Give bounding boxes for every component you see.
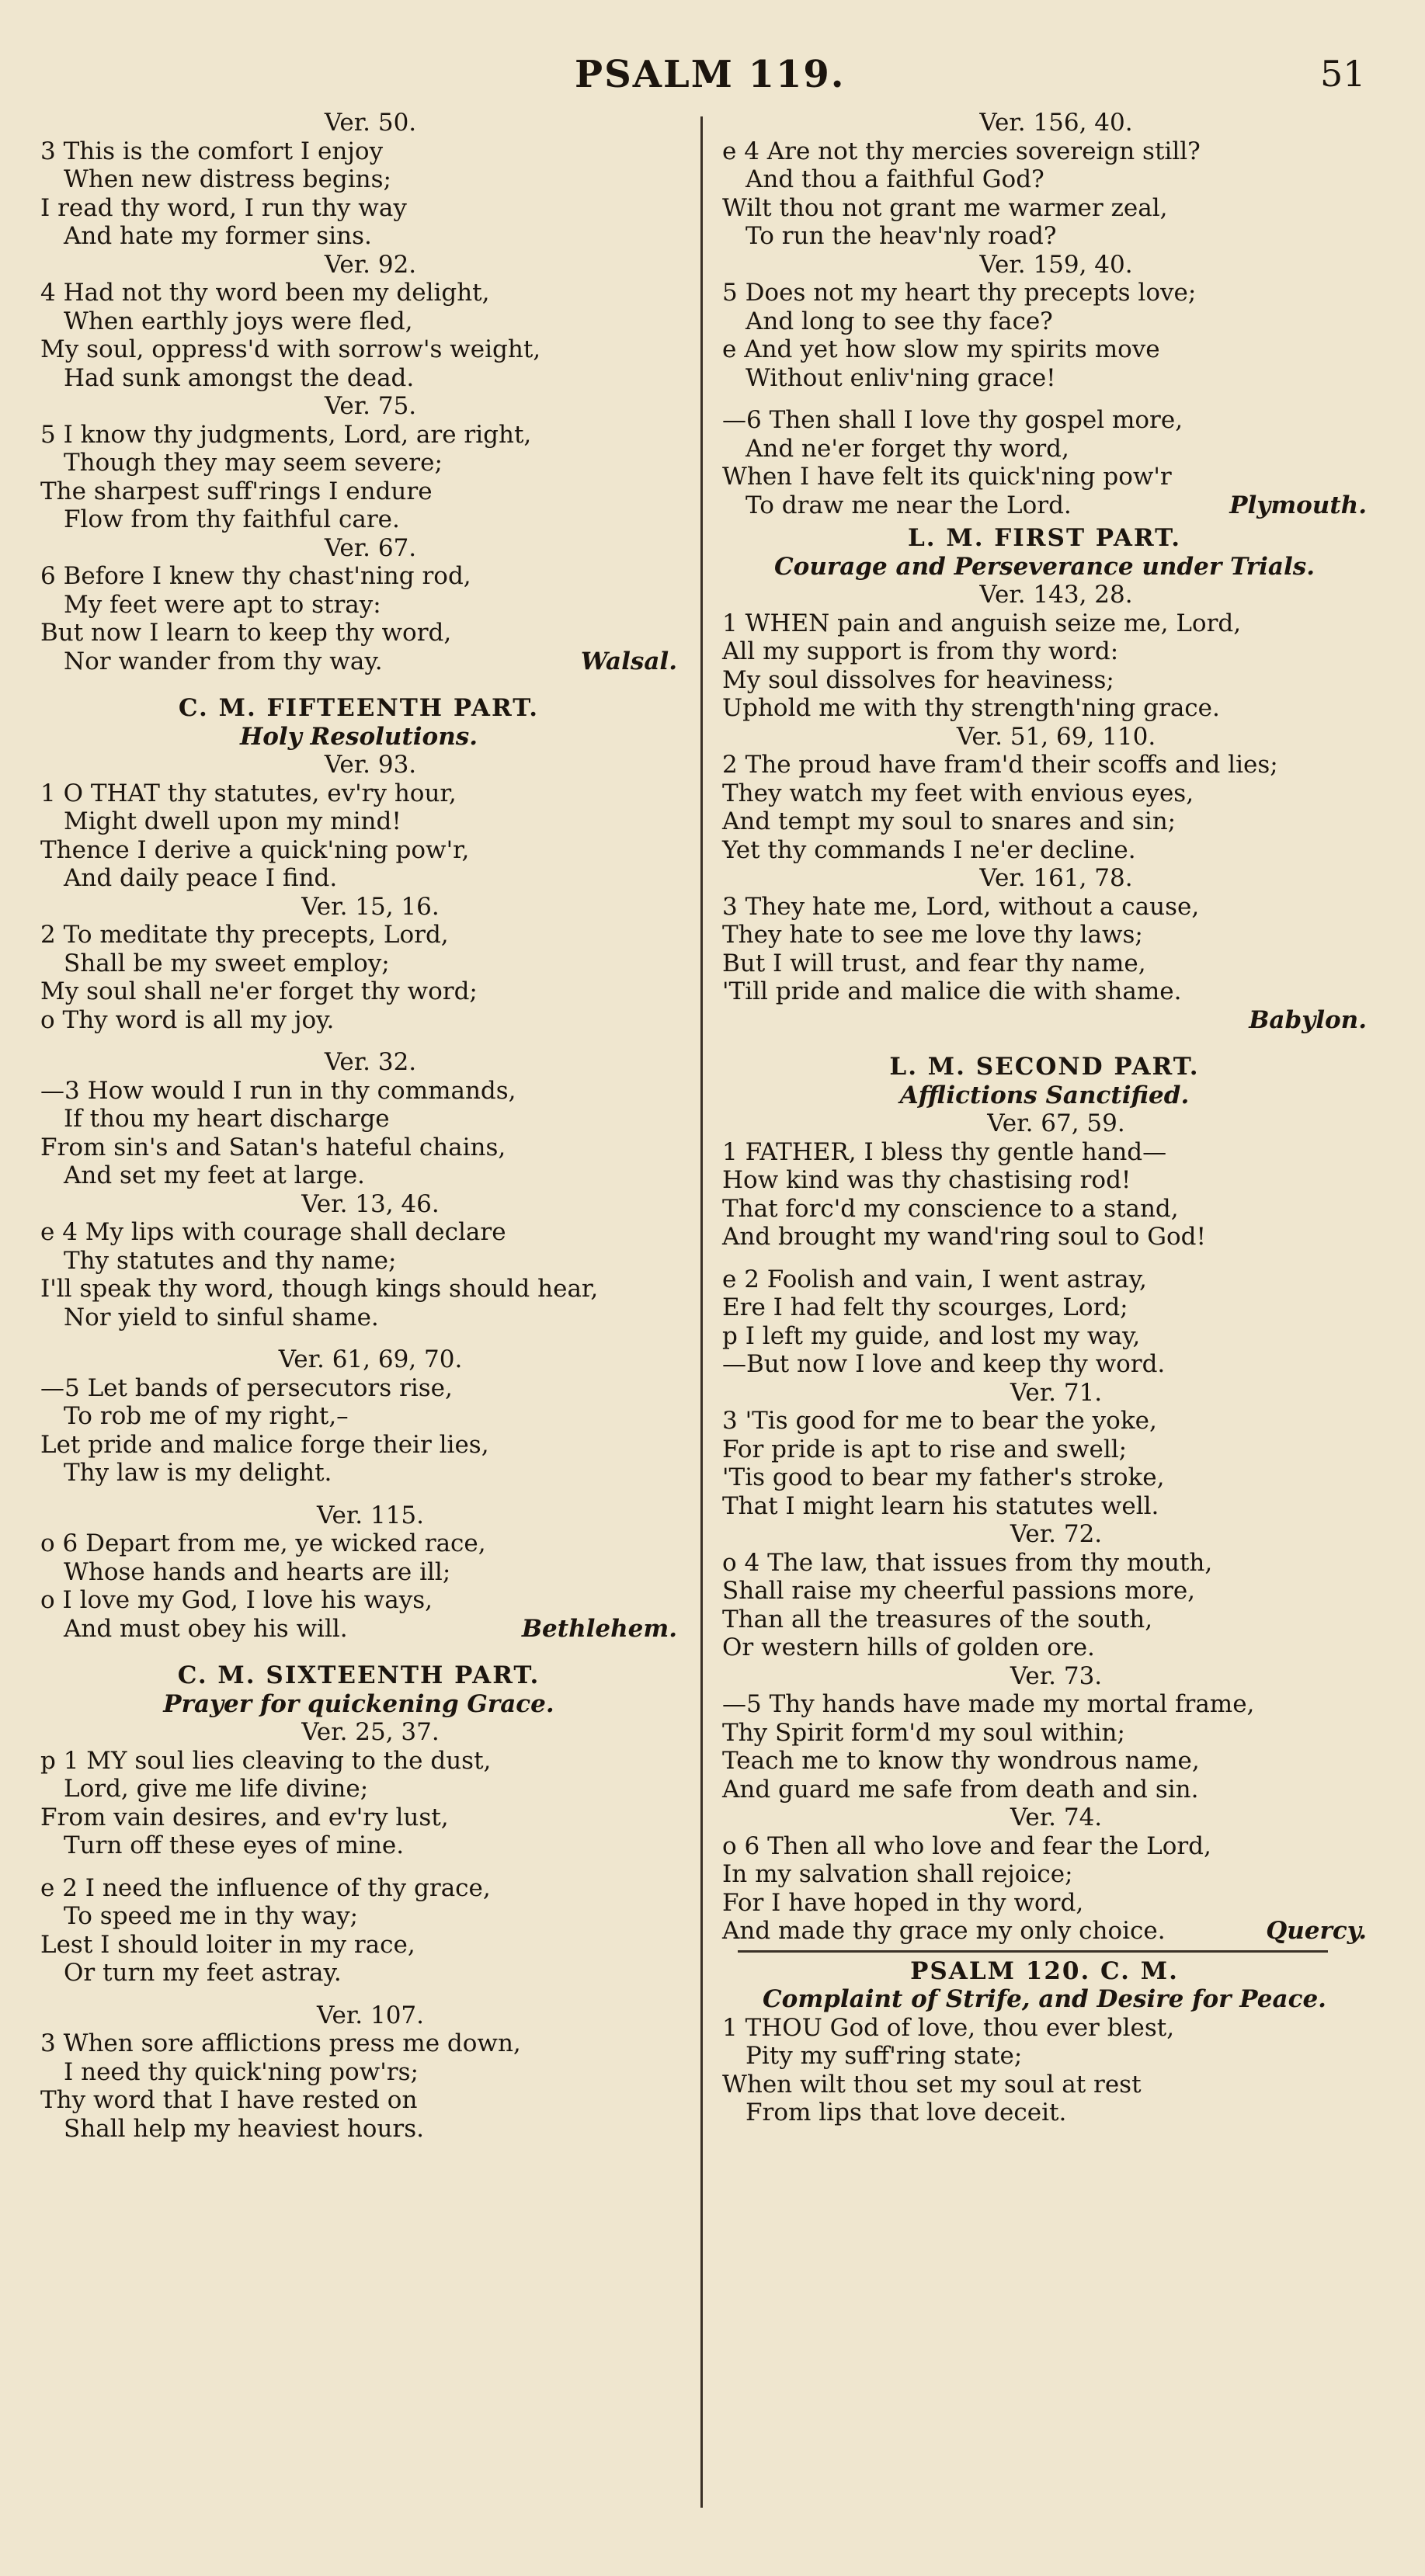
hymn-line-text: p I left my guide, and lost my way, (722, 1321, 1141, 1350)
hymn-line-text: Nor wander from thy way. (64, 647, 383, 675)
hymn-line-text: Let pride and malice forge their lies, (40, 1430, 489, 1459)
hymn-line-text: 'Till pride and malice die with shame. (722, 977, 1182, 1005)
hymn-line-text: e 2 Foolish and vain, I went astray, (722, 1265, 1147, 1293)
hymn-line (722, 406, 1367, 435)
hymn-line-text: If thou my heart discharge (64, 1105, 390, 1133)
hymn-line (722, 977, 1367, 1006)
hymn-line (40, 864, 677, 893)
hymn-line-text: To speed me in thy way; (64, 1902, 359, 1930)
hymn-line-text: Ere I had felt thy scourges, Lord; (722, 1293, 1128, 1321)
hymn-line (40, 1586, 677, 1615)
hymn-line (722, 137, 1367, 166)
hymn-line (722, 836, 1367, 865)
hymn-line-text: Flow from thy faithful care. (64, 505, 400, 533)
hymn-line (722, 1747, 1367, 1776)
hymn-line (722, 1549, 1367, 1578)
hymn-line-text: Nor yield to sinful shame. (64, 1303, 379, 1331)
hymn-line (40, 619, 677, 647)
hymn-line-text: My feet were apt to stray: (64, 590, 381, 619)
running-head (0, 53, 1425, 99)
hymn-line-text: Than all the treasures of the south, (722, 1605, 1153, 1633)
hymn-line (40, 1006, 677, 1035)
verse-reference: Ver. 67. (324, 533, 417, 562)
hymn-line (40, 1529, 677, 1558)
hymn-line-text: Thy word that I have rested on (40, 2086, 418, 2114)
hymn-line-text: Turn off these eyes of mine. (64, 1831, 405, 1859)
spacer (40, 1331, 677, 1345)
left-column (40, 109, 677, 2143)
hymn-line-text: When new distress begins; (64, 165, 391, 193)
hymn-line (722, 435, 1367, 463)
hymn-line-text: o 4 The law, that issues from thy mouth, (722, 1548, 1213, 1577)
verse-reference: Ver. 72. (1010, 1520, 1103, 1548)
hymn-line (722, 2042, 1367, 2071)
hymn-line (40, 1558, 677, 1587)
hymn-line-text: —3 How would I run in thy commands, (40, 1076, 516, 1105)
hymn-line-text: And set my feet at large. (64, 1161, 365, 1189)
hymn-line (722, 1719, 1367, 1748)
part-subtitle: Courage and Perseverance under Trials. (773, 552, 1316, 581)
hymn-line-text: Had sunk amongst the dead. (64, 363, 415, 392)
section-rule (738, 1950, 1328, 1953)
hymn-line (722, 1293, 1367, 1322)
hymn-line (722, 1223, 1367, 1252)
hymn-line (722, 2099, 1367, 2127)
part-heading: L. M. FIRST PART. (908, 524, 1181, 552)
hymn-line (40, 1874, 677, 1903)
hymn-line-text: p 1 MY soul lies cleaving to the dust, (40, 1746, 492, 1775)
hymn-line-text: o Thy word is all my joy. (40, 1005, 335, 1034)
hymn-line (40, 977, 677, 1006)
tune-name: Quercy. (1266, 1917, 1367, 1945)
hymn-line-text: Teach me to know thy wondrous name, (722, 1747, 1200, 1775)
hymn-line (722, 491, 1367, 520)
hymn-line-text: From sin's and Satan's hateful chains, (40, 1133, 506, 1161)
page-title: PSALM 119. (575, 53, 846, 96)
hymn-line (722, 1407, 1367, 1436)
hymn-line-text: How kind was thy chastising rod! (722, 1166, 1131, 1194)
hymn-line-text: —But now I love and keep thy word. (722, 1350, 1166, 1378)
hymn-line (40, 421, 677, 450)
hymn-line-text: o I love my God, I love his ways, (40, 1586, 433, 1614)
hymn-line-text: Though they may seem severe; (64, 449, 443, 477)
hymn-line (40, 1775, 677, 1804)
hymn-line-text: 3 They hate me, Lord, without a cause, (722, 892, 1200, 921)
hymn-line (40, 1402, 677, 1431)
hymn-line (40, 1902, 677, 1931)
hymn-line (722, 807, 1367, 836)
hymn-line (40, 562, 677, 591)
hymn-line (40, 1959, 677, 1988)
hymn-line-text: Thy statutes and thy name; (64, 1246, 397, 1275)
hymn-line (40, 1747, 677, 1776)
hymn-line-text: And daily peace I find. (64, 864, 338, 892)
hymn-line (722, 637, 1367, 666)
hymn-line-text: The sharpest suff'rings I endure (40, 477, 433, 505)
hymn-line-text: Yet thy commands I ne'er decline. (722, 835, 1136, 864)
hymn-line (40, 222, 677, 251)
part-heading: C. M. FIFTEENTH PART. (178, 694, 540, 722)
hymn-line (40, 921, 677, 950)
hymn-line (722, 1463, 1367, 1492)
hymn-line-text: Thy law is my delight. (64, 1459, 332, 1487)
tune-name: Plymouth. (1229, 491, 1367, 519)
hymn-line-text: Shall be my sweet employ; (64, 949, 390, 977)
hymn-line (722, 1776, 1367, 1804)
hymn-line (722, 1006, 1367, 1035)
verse-reference: Ver. 92. (324, 250, 417, 279)
tune-name: Babylon. (1249, 1005, 1367, 1034)
spacer (40, 1988, 677, 2001)
verse-reference: Ver. 25, 37. (301, 1718, 440, 1746)
hymn-line-text: But now I learn to keep thy word, (40, 619, 452, 647)
right-column (722, 109, 1367, 2127)
spacer (40, 1488, 677, 1502)
hymn-line (40, 2058, 677, 2087)
hymn-line-text: And long to see thy face? (746, 307, 1053, 335)
hymn-line-text: And tempt my soul to snares and sin; (722, 807, 1176, 835)
hymn-line-text: o 6 Depart from me, ye wicked race, (40, 1529, 486, 1557)
hymn-line (722, 779, 1367, 808)
hymn-line (722, 1917, 1367, 1946)
hymn-line (40, 836, 677, 865)
hymn-line-text: And hate my former sins. (64, 222, 372, 250)
hymn-line (722, 2014, 1367, 2043)
hymn-line-text: 1 WHEN pain and anguish seize me, Lord, (722, 609, 1242, 637)
hymn-line (722, 1860, 1367, 1889)
hymn-line (722, 1690, 1367, 1719)
verse-reference: Ver. 51, 69, 110. (956, 722, 1156, 751)
hymn-line-text: Might dwell upon my mind! (64, 807, 401, 835)
verse-reference: Ver. 15, 16. (301, 892, 440, 921)
hymn-line-text: e 4 Are not thy mercies sovereign still? (722, 137, 1201, 165)
hymn-line (40, 1304, 677, 1332)
hymn-line (40, 779, 677, 808)
hymn-line (40, 194, 677, 223)
hymn-line (40, 1134, 677, 1162)
part-subtitle: Afflictions Sanctified. (899, 1081, 1190, 1109)
hymn-line (40, 2029, 677, 2058)
verse-reference: Ver. 159, 40. (979, 250, 1133, 279)
hymn-line (722, 1265, 1367, 1294)
tune-name: Bethlehem. (521, 1614, 677, 1643)
verse-reference: Ver. 75. (324, 392, 417, 420)
verse-reference: Ver. 161, 78. (979, 864, 1133, 892)
hymn-line (40, 364, 677, 393)
hymn-line-text: That forc'd my conscience to a stand, (722, 1194, 1179, 1223)
hymn-line-text: When wilt thou set my soul at rest (722, 2070, 1142, 2099)
hymn-line-text: Whose hands and hearts are ill; (64, 1557, 451, 1586)
hymn-line (722, 694, 1367, 723)
hymn-line (722, 1166, 1367, 1195)
hymn-line-text: Or western hills of golden ore. (722, 1633, 1095, 1661)
hymn-line (722, 335, 1367, 364)
page-number: 51 (1320, 53, 1366, 95)
hymn-line-text: e And yet how slow my spirits move (722, 335, 1160, 363)
hymn-line-text: 2 The proud have fram'd their scoffs and lies; (722, 751, 1278, 779)
hymn-line (40, 1431, 677, 1460)
hymn-line-text: 1 O THAT thy statutes, ev'ry hour, (40, 779, 457, 807)
hymn-line-text: Lest I should loiter in my race, (40, 1930, 415, 1959)
hymn-line (40, 1218, 677, 1247)
spacer (40, 1034, 677, 1048)
hymn-line (722, 1195, 1367, 1224)
hymn-line-text: 1 THOU God of love, thou ever blest, (722, 2013, 1175, 2042)
hymn-line (722, 307, 1367, 336)
hymn-line-text: To run the heav'nly road? (746, 222, 1057, 250)
hymn-line (722, 194, 1367, 223)
hymn-line (40, 2115, 677, 2144)
hymn-line-text: My soul, oppress'd with sorrow's weight, (40, 335, 541, 363)
hymn-line-text: That I might learn his statutes well. (722, 1491, 1159, 1520)
hymn-line-text: Thy Spirit form'd my soul within; (722, 1718, 1125, 1747)
hymn-line-text: 5 I know thy judgments, Lord, are right, (40, 420, 532, 449)
verse-reference: Ver. 13, 46. (301, 1189, 440, 1218)
hymn-line (722, 751, 1367, 779)
hymn-line-text: o 6 Then all who love and fear the Lord, (722, 1831, 1211, 1860)
hymn-line-text: Or turn my feet astray. (64, 1959, 342, 1987)
hymn-line-text: To rob me of my right,– (64, 1402, 349, 1430)
hymn-line-text: Uphold me with thy strength'ning grace. (722, 694, 1220, 722)
hymn-line-text: 2 To meditate thy precepts, Lord, (40, 921, 449, 949)
hymn-line (40, 2086, 677, 2115)
part-heading: L. M. SECOND PART. (889, 1053, 1200, 1081)
hymn-line-text: To draw me near the Lord. (746, 491, 1072, 519)
verse-reference: Ver. 32. (324, 1048, 417, 1076)
hymn-line-text: In my salvation shall rejoice; (722, 1860, 1073, 1888)
hymn-line-text: And made thy grace my only choice. (722, 1917, 1166, 1945)
hymn-line (40, 807, 677, 836)
hymn-line-text: e 4 My lips with courage shall declare (40, 1218, 506, 1246)
hymn-line (722, 893, 1367, 922)
hymn-line-text: And brought my wand'ring soul to God! (722, 1223, 1206, 1251)
verse-reference: Ver. 156, 40. (979, 109, 1133, 137)
hymn-line (722, 364, 1367, 393)
hymn-line (722, 666, 1367, 695)
hymn-line-text: When I have felt its quick'ning pow'r (722, 463, 1172, 491)
hymn-line-text: —5 Thy hands have made my mortal frame, (722, 1690, 1255, 1718)
hymn-line (40, 1161, 677, 1190)
hymn-line-text: 3 This is the comfort I enjoy (40, 137, 384, 165)
part-heading: C. M. SIXTEENTH PART. (177, 1661, 540, 1689)
hymn-line (40, 950, 677, 978)
hymn-line-text: From lips that love deceit. (746, 2099, 1067, 2126)
hymn-line-text: And guard me safe from death and sin. (722, 1775, 1199, 1804)
hymn-line (40, 1831, 677, 1860)
hymn-line (722, 1322, 1367, 1351)
part-heading: PSALM 120. C. M. (910, 1956, 1179, 1985)
hymn-line-text: But I will trust, and fear thy name, (722, 949, 1146, 977)
hymn-line-text: For pride is apt to rise and swell; (722, 1435, 1128, 1463)
hymn-line (40, 505, 677, 534)
hymn-line-text: I need thy quick'ning pow'rs; (64, 2057, 419, 2086)
hymn-line (40, 1105, 677, 1134)
hymn-line (40, 1077, 677, 1106)
hymn-line (722, 1138, 1367, 1167)
hymn-line (40, 647, 677, 676)
hymn-line (722, 1832, 1367, 1861)
hymn-line (40, 1615, 677, 1644)
hymn-line (722, 1889, 1367, 1918)
hymn-line-text: They watch my feet with envious eyes, (722, 779, 1194, 807)
hymn-line (722, 2071, 1367, 2099)
hymn-line (722, 1436, 1367, 1464)
verse-reference: Ver. 143, 28. (979, 581, 1133, 609)
spacer (40, 675, 677, 689)
hymn-line-text: My soul shall ne'er forget thy word; (40, 977, 478, 1005)
part-subtitle: Complaint of Strife, and Desire for Peace. (763, 1985, 1326, 2013)
hymn-line-text: All my support is from thy word: (722, 637, 1119, 665)
hymn-line (40, 449, 677, 477)
part-subtitle: Holy Resolutions. (239, 722, 478, 751)
hymn-line (40, 1931, 677, 1960)
verse-reference: Ver. 67, 59. (987, 1109, 1125, 1137)
hymn-line (722, 279, 1367, 307)
verse-reference: Ver. 74. (1010, 1804, 1103, 1831)
hymn-line-text: When earthly joys were fled, (64, 307, 413, 335)
hymn-line-text: 5 Does not my heart thy precepts love; (722, 279, 1197, 307)
verse-reference: Ver. 50. (324, 109, 417, 137)
hymn-line-text: My soul dissolves for heaviness; (722, 665, 1114, 694)
hymn-line (722, 950, 1367, 978)
spacer (40, 1860, 677, 1874)
hymn-line-text: 4 Had not thy word been my delight, (40, 279, 490, 307)
hymn-line-text: —5 Let bands of persecutors rise, (40, 1373, 453, 1402)
hymn-line-text: Without enliv'ning grace! (746, 363, 1056, 392)
hymn-line-text: And must obey his will. (64, 1614, 348, 1643)
hymn-line-text: For I have hoped in thy word, (722, 1888, 1084, 1917)
hymn-line-text: Thence I derive a quick'ning pow'r, (40, 835, 470, 864)
hymn-line-text: They hate to see me love thy laws; (722, 921, 1143, 949)
hymn-line-text: Shall help my heaviest hours. (64, 2114, 425, 2143)
hymn-line-text: 3 'Tis good for me to bear the yoke, (722, 1407, 1157, 1435)
hymn-line-text: From vain desires, and ev'ry lust, (40, 1803, 449, 1831)
verse-reference: Ver. 107. (316, 2001, 425, 2029)
tune-name: Walsal. (580, 647, 677, 675)
hymn-line-text: —6 Then shall I love thy gospel more, (722, 406, 1183, 434)
hymn-line-text: 6 Before I knew thy chast'ning rod, (40, 562, 471, 590)
hymn-line (40, 335, 677, 364)
hymn-line (40, 137, 677, 166)
spacer (722, 392, 1367, 406)
hymn-line-text: 'Tis good to bear my father's stroke, (722, 1463, 1165, 1491)
hymn-line (40, 1275, 677, 1304)
part-subtitle: Prayer for quickening Grace. (163, 1689, 554, 1718)
verse-reference: Ver. 61, 69, 70. (278, 1345, 463, 1373)
hymn-line-text: I read thy word, I run thy way (40, 193, 407, 222)
hymn-line (722, 921, 1367, 950)
verse-reference: Ver. 71. (1010, 1378, 1103, 1407)
hymn-line (40, 1247, 677, 1276)
verse-reference: Ver. 93. (324, 751, 417, 779)
hymn-line-text: And ne'er forget thy word, (746, 434, 1069, 463)
hymn-line (722, 222, 1367, 251)
hymn-line-text: 3 When sore afflictions press me down, (40, 2029, 521, 2057)
hymn-line-text: Pity my suff'ring state; (746, 2042, 1023, 2070)
hymn-line (722, 1350, 1367, 1379)
hymn-line (722, 165, 1367, 194)
hymn-line (722, 1633, 1367, 1662)
hymn-line (40, 307, 677, 336)
verse-reference: Ver. 115. (316, 1501, 425, 1529)
column-divider (700, 116, 703, 2508)
spacer (40, 1643, 677, 1657)
hymn-line-text: And thou a faithful God? (746, 165, 1044, 193)
hymn-line (722, 1606, 1367, 1634)
hymn-line-text: Shall raise my cheerful passions more, (722, 1577, 1196, 1605)
hymn-line (40, 279, 677, 307)
spacer (722, 1034, 1367, 1048)
hymn-line (722, 1577, 1367, 1606)
hymn-line (40, 1374, 677, 1403)
hymn-line (40, 477, 677, 506)
hymn-line (722, 1492, 1367, 1521)
hymn-line (40, 1459, 677, 1488)
hymn-line (40, 1804, 677, 1832)
hymn-line-text: Wilt thou not grant me warmer zeal, (722, 193, 1168, 222)
hymn-line (722, 463, 1367, 491)
hymn-line-text: Lord, give me life divine; (64, 1775, 369, 1803)
spacer (722, 1252, 1367, 1265)
verse-reference: Ver. 73. (1010, 1661, 1103, 1690)
hymn-line-text: I'll speak thy word, though kings should hear, (40, 1275, 599, 1303)
hymn-line (722, 609, 1367, 638)
hymn-line (40, 591, 677, 620)
hymn-line-text: e 2 I need the influence of thy grace, (40, 1873, 491, 1902)
hymn-line-text: 1 FATHER, I bless thy gentle hand— (722, 1137, 1167, 1166)
hymn-line (40, 165, 677, 194)
